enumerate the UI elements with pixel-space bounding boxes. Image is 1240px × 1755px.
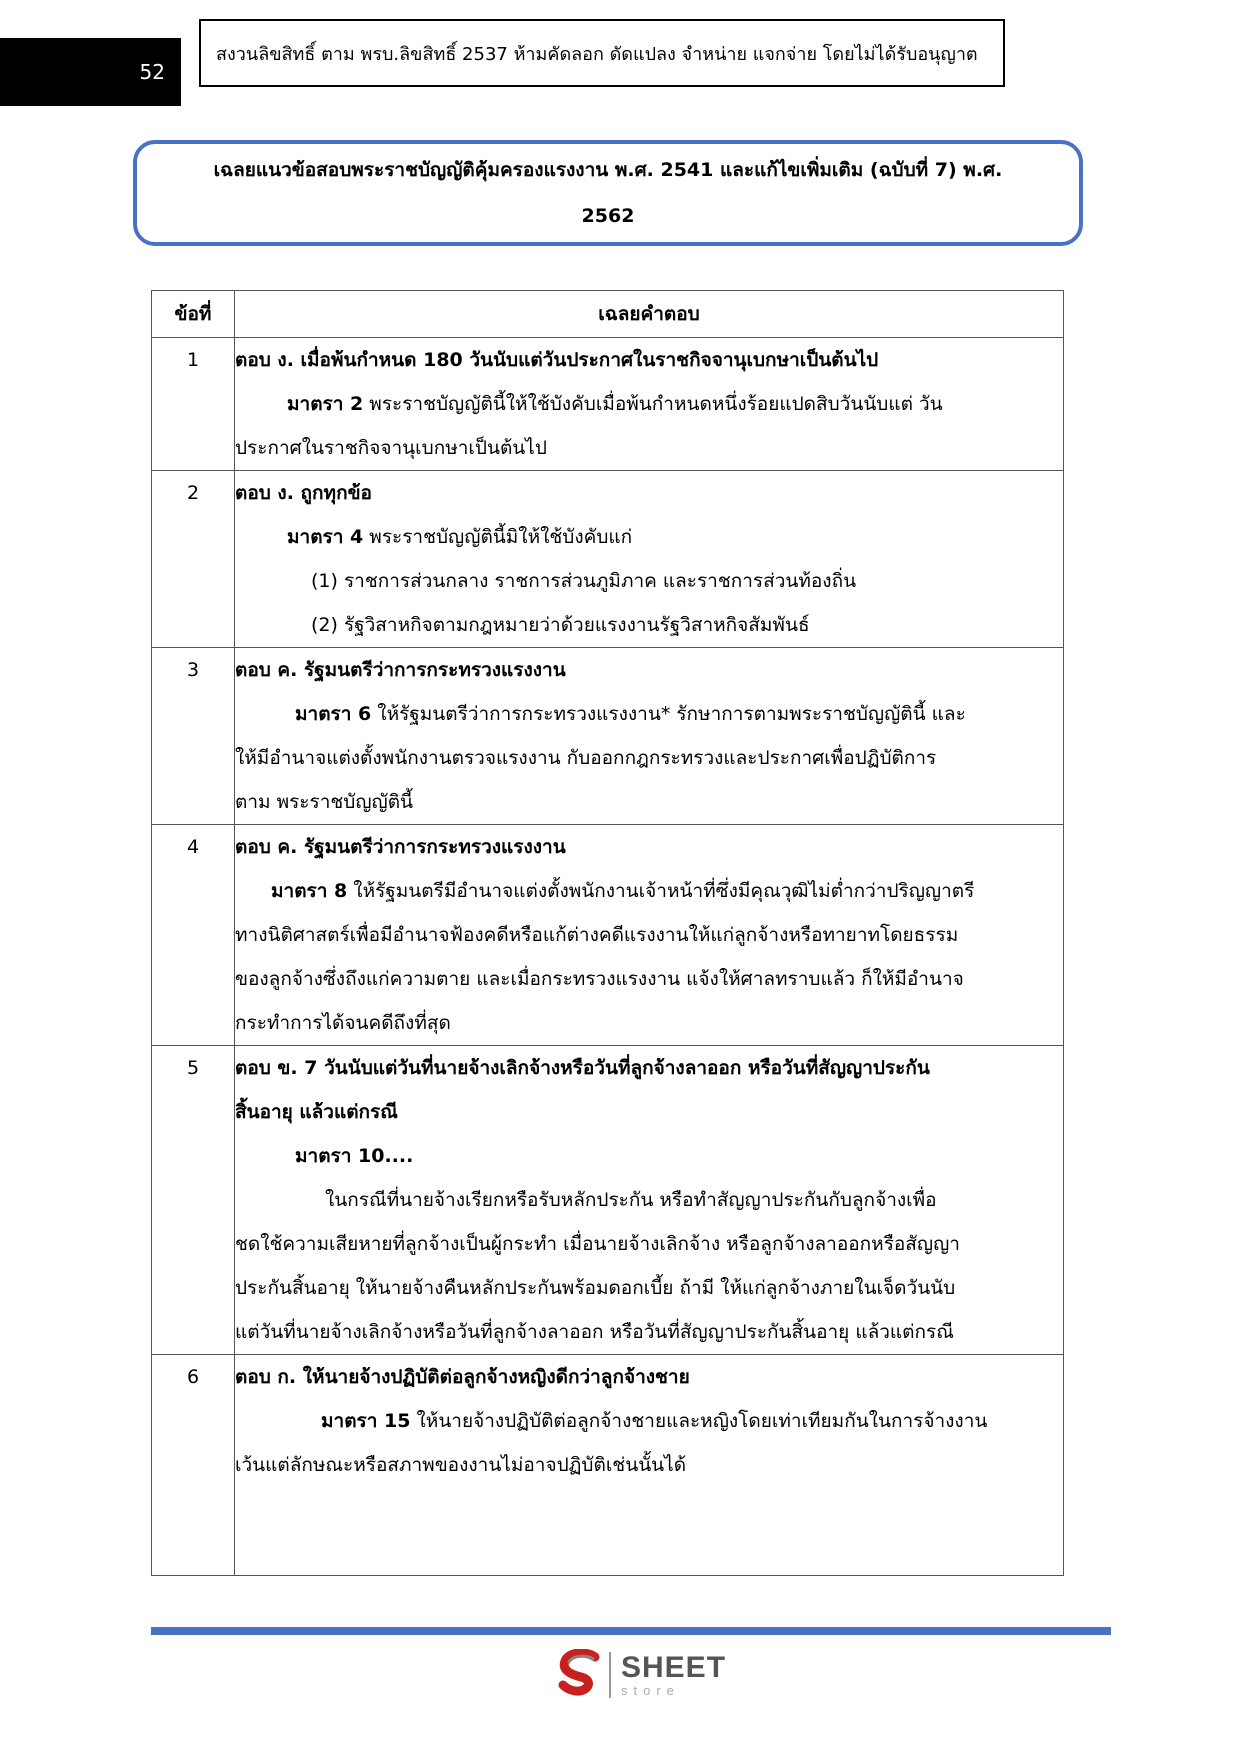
logo-s-icon [557, 1649, 603, 1701]
explanation-line: ของลูกจ้างซึ่งถึงแก่ความตาย และเมื่อกระทรวงแรงงาน แจ้งให้ศาลทราบแล้ว ก็ให้มีอำนาจ [235, 968, 964, 990]
answer-table [151, 290, 1064, 1576]
sheet-store-logo [557, 1645, 726, 1705]
explanation-line: ประกาศในราชกิจจานุเบกษาเป็นต้นไป [235, 437, 547, 459]
explanation-line: ประกันสิ้นอายุ ให้นายจ้างคืนหลักประกันพร้อมดอกเบี้ย ถ้ามี ให้แก่ลูกจ้างภายในเจ็ดวันนับ [235, 1277, 956, 1299]
explanation-line [235, 382, 1063, 426]
header-question-number: ข้อที่ [152, 291, 235, 338]
explanation-line [235, 1399, 1063, 1443]
explanation-line: (1) ราชการส่วนกลาง ราชการส่วนภูมิภาค และราชการส่วนท้องถิ่น [311, 570, 857, 592]
explanation-text: พระราชบัญญัตินี้ให้ใช้บังคับเมื่อพ้นกำหนดหนึ่งร้อยแปดสิบวันนับแต่ วัน [369, 393, 943, 415]
answer-choice: ตอบ ข. 7 วันนับแต่วันที่นายจ้างเลิกจ้างหรือวันที่ลูกจ้างลาออก หรือวันที่สัญญาประกัน [235, 1057, 930, 1079]
table-row [152, 1046, 1064, 1355]
explanation-line: ทางนิติศาสตร์เพื่อมีอำนาจฟ้องคดีหรือแก้ต่างคดีแรงงานให้แก่ลูกจ้างหรือทายาทโดยธรรม [235, 924, 959, 946]
answer-cell [235, 648, 1064, 825]
answer-choice: ตอบ ค. รัฐมนตรีว่าการกระทรวงแรงงาน [235, 659, 566, 681]
answer-cell [235, 471, 1064, 648]
footer-rule [151, 1627, 1111, 1635]
table-row [152, 338, 1064, 471]
explanation-line [235, 692, 1063, 736]
header-answer: เฉลยคำตอบ [235, 291, 1064, 338]
explanation-text: ให้รัฐมนตรีว่าการกระทรวงแรงงาน* รักษาการตามพระราชบัญญัตินี้ และ [377, 703, 966, 725]
answer-cell [235, 825, 1064, 1046]
section-ref: มาตรา 4 [287, 526, 364, 548]
explanation-line [235, 515, 1063, 559]
question-number: 4 [152, 825, 235, 1046]
explanation-line: (2) รัฐวิสาหกิจตามกฎหมายว่าด้วยแรงงานรัฐวิสาหกิจสัมพันธ์ [311, 614, 810, 636]
section-ref: มาตรา 8 [271, 880, 348, 902]
explanation-line: กระทำการได้จนคดีถึงที่สุด [235, 1012, 451, 1034]
section-ref: มาตรา 15 [321, 1410, 411, 1432]
answer-choice: ตอบ ง. เมื่อพ้นกำหนด 180 วันนับแต่วันประกาศในราชกิจจานุเบกษาเป็นต้นไป [235, 349, 879, 371]
answer-choice: ตอบ ง. ถูกทุกข้อ [235, 482, 372, 504]
explanation-text: ให้นายจ้างปฏิบัติต่อลูกจ้างชายและหญิงโดยเท่าเทียมกันในการจ้างงาน [416, 1410, 988, 1432]
answer-choice: ตอบ ค. รัฐมนตรีว่าการกระทรวงแรงงาน [235, 836, 566, 858]
logo-sub: store [621, 1683, 680, 1698]
question-number: 5 [152, 1046, 235, 1355]
page-number [0, 38, 181, 106]
answer-cell [235, 1046, 1064, 1355]
explanation-line: ในกรณีที่นายจ้างเรียกหรือรับหลักประกัน หรือทำสัญญาประกันกับลูกจ้างเพื่อ [325, 1189, 937, 1211]
document-title [133, 140, 1083, 246]
answer-cell [235, 338, 1064, 471]
table-row [152, 1355, 1064, 1576]
question-number: 3 [152, 648, 235, 825]
explanation-line: ตาม พระราชบัญญัตินี้ [235, 791, 414, 813]
question-number: 1 [152, 338, 235, 471]
table-row [152, 648, 1064, 825]
explanation-line: ชดใช้ความเสียหายที่ลูกจ้างเป็นผู้กระทำ เมื่อนายจ้างเลิกจ้าง หรือลูกจ้างลาออกหรือสัญญา [235, 1233, 960, 1255]
section-ref: มาตรา 2 [287, 393, 364, 415]
question-number: 2 [152, 471, 235, 648]
section-ref: มาตรา 10.... [295, 1145, 414, 1167]
table-row [152, 825, 1064, 1046]
title-line-2: 2562 [581, 205, 635, 227]
question-number: 6 [152, 1355, 235, 1576]
title-line-1: เฉลยแนวข้อสอบพระราชบัญญัติคุ้มครองแรงงาน พ.ศ. 2541 และแก้ไขเพิ่มเติม (ฉบับที่ 7) พ.ศ. [213, 159, 1003, 181]
answer-choice: ตอบ ก. ให้นายจ้างปฏิบัติต่อลูกจ้างหญิงดีกว่าลูกจ้างชาย [235, 1366, 690, 1388]
explanation-line: ให้มีอำนาจแต่งตั้งพนักงานตรวจแรงงาน กับออกกฎกระทรวงและประกาศเพื่อปฏิบัติการ [235, 747, 937, 769]
copyright-text: สงวนลิขสิทธิ์ ตาม พรบ.ลิขสิทธิ์ 2537 ห้ามคัดลอก ดัดแปลง จำหน่าย แจกจ่าย โดยไม่ได้รับอนุญาต [216, 43, 978, 65]
table-header-row [152, 291, 1064, 338]
explanation-line [235, 869, 1063, 913]
page-number-text: 52 [139, 60, 165, 84]
logo-separator [609, 1652, 611, 1698]
explanation-text: ให้รัฐมนตรีมีอำนาจแต่งตั้งพนักงานเจ้าหน้าที่ซึ่งมีคุณวุฒิไม่ต่ำกว่าปริญญาตรี [353, 880, 975, 902]
explanation-text: พระราชบัญญัตินี้มิให้ใช้บังคับแก่ [369, 526, 633, 548]
explanation-line: แต่วันที่นายจ้างเลิกจ้างหรือวันที่ลูกจ้างลาออก หรือวันที่สัญญาประกันสิ้นอายุ แล้วแต่กรณี [235, 1321, 954, 1343]
answer-cell [235, 1355, 1064, 1576]
explanation-line: เว้นแต่ลักษณะหรือสภาพของงานไม่อาจปฏิบัติเช่นนั้นได้ [235, 1454, 687, 1476]
copyright-notice [199, 19, 1005, 87]
section-ref: มาตรา 6 [295, 703, 372, 725]
answer-choice-cont: สิ้นอายุ แล้วแต่กรณี [235, 1101, 398, 1123]
logo-word: SHEET [621, 1651, 727, 1684]
logo-text [621, 1653, 726, 1697]
table-row [152, 471, 1064, 648]
